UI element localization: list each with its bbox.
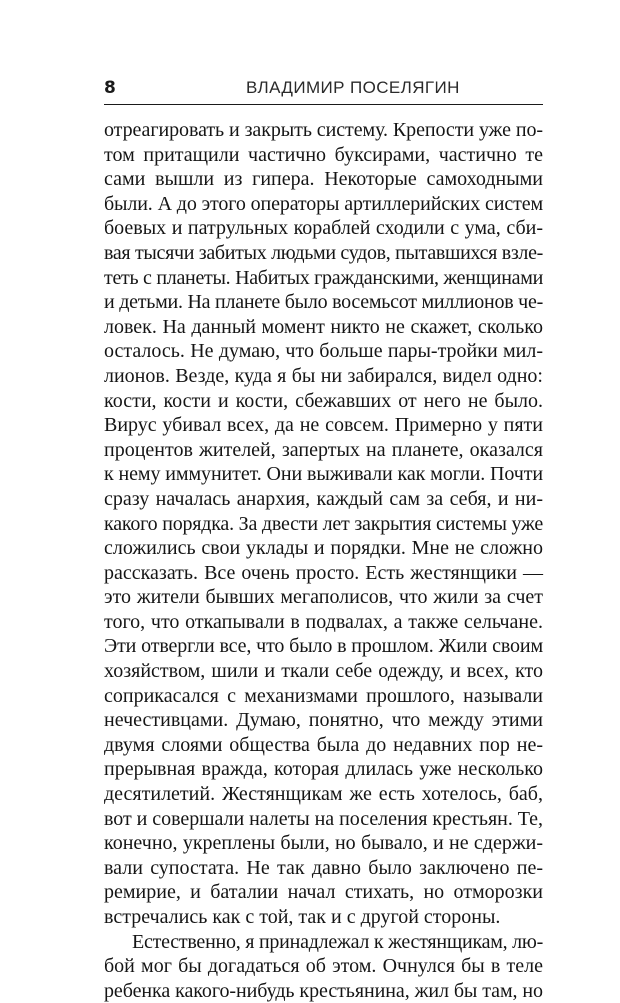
text-line: том притащили частично буксирами, частично те bbox=[104, 143, 543, 166]
text-line: кости, кости и кости, сбежавших от него не было. bbox=[104, 389, 543, 412]
text-line: сами вышли из гипера. Некоторые самоходными bbox=[104, 168, 543, 191]
paragraph bbox=[104, 930, 543, 1003]
text-line: вали супостата. Не так давно было заключено пе- bbox=[104, 856, 543, 879]
page-number: 8 bbox=[104, 78, 116, 98]
body-text bbox=[104, 118, 543, 1003]
text-line: ловек. На данный момент никто не скажет, сколько bbox=[104, 315, 543, 338]
text-line: лионов. Везде, куда я бы ни забирался, видел одно: bbox=[104, 364, 543, 387]
text-line: Естественно, я принадлежал к жестянщикам, лю- bbox=[132, 930, 544, 953]
text-line: Эти отвергли все, что было в прошлом. Жили своим bbox=[104, 635, 543, 658]
text-line: теть с планеты. Набитых гражданскими, женщинами bbox=[104, 266, 544, 289]
text-line: прерывная вражда, которая длилась уже несколько bbox=[104, 758, 543, 781]
text-line: и детьми. На планете было восемьсот миллионов че- bbox=[104, 291, 543, 314]
text-line: вая тысячи забитых людьми судов, пытавшихся взле- bbox=[104, 241, 543, 264]
text-line: рассказать. Все очень просто. Есть жестянщики — bbox=[104, 561, 543, 584]
text-line: какого порядка. За двести лет закрытия системы уже bbox=[104, 512, 544, 535]
text-line: встречались как с той, так и с другой стороны. bbox=[104, 906, 501, 928]
text-line: ребенка какого-нибудь крестьянина, жил бы там, но bbox=[104, 979, 543, 1002]
header-divider bbox=[104, 104, 543, 105]
text-line: десятилетий. Жестянщикам же есть хотелось, баб, bbox=[104, 783, 543, 806]
text-line: вот и совершали налеты на поселения крестьян. Те, bbox=[104, 807, 543, 830]
text-line: были. А до этого операторы артиллерийских систем bbox=[104, 192, 544, 215]
text-line: соприкасался с механизмами прошлого, называли bbox=[104, 684, 543, 707]
running-head-author: ВЛАДИМИР ПОСЕЛЯГИН bbox=[246, 78, 460, 97]
text-line: сложились свои уклады и порядки. Мне не сложно bbox=[104, 537, 543, 560]
text-line: двумя слоями общества была до недавних пор не- bbox=[104, 733, 543, 756]
text-line: сразу началась анархия, каждый сам за себя, и ни- bbox=[104, 487, 543, 510]
text-line: к нему иммунитет. Они выживали как могли. Почти bbox=[104, 463, 543, 486]
text-line: Вирус убивал всех, да не совсем. Примерно у пяти bbox=[104, 414, 543, 437]
text-line: бой мог бы догадаться об этом. Очнулся бы в теле bbox=[104, 955, 543, 978]
text-line: ремирие, и баталии начал стихать, но отморозки bbox=[104, 881, 543, 904]
text-line: нечестивцами. Думаю, понятно, что между этими bbox=[104, 709, 543, 732]
text-line: осталось. Не думаю, что больше пары-тройки мил- bbox=[104, 340, 543, 363]
text-line: отреагировать и закрыть систему. Крепости уже по- bbox=[104, 119, 543, 141]
text-line: процентов жителей, запертых на планете, оказался bbox=[104, 438, 543, 461]
text-line: это жители бывших мегаполисов, что жили за счет bbox=[104, 586, 543, 609]
text-line: конечно, укреплены были, но бывало, и не сдержи- bbox=[104, 832, 543, 855]
text-line: того, что откапывали в подвалах, а также сельчане. bbox=[104, 610, 543, 633]
paragraph bbox=[104, 118, 543, 930]
text-line: хозяйством, шили и ткали себе одежду, и всех, кто bbox=[104, 660, 543, 683]
text-line: боевых и патрульных кораблей сходили с ума, сби- bbox=[104, 217, 543, 240]
